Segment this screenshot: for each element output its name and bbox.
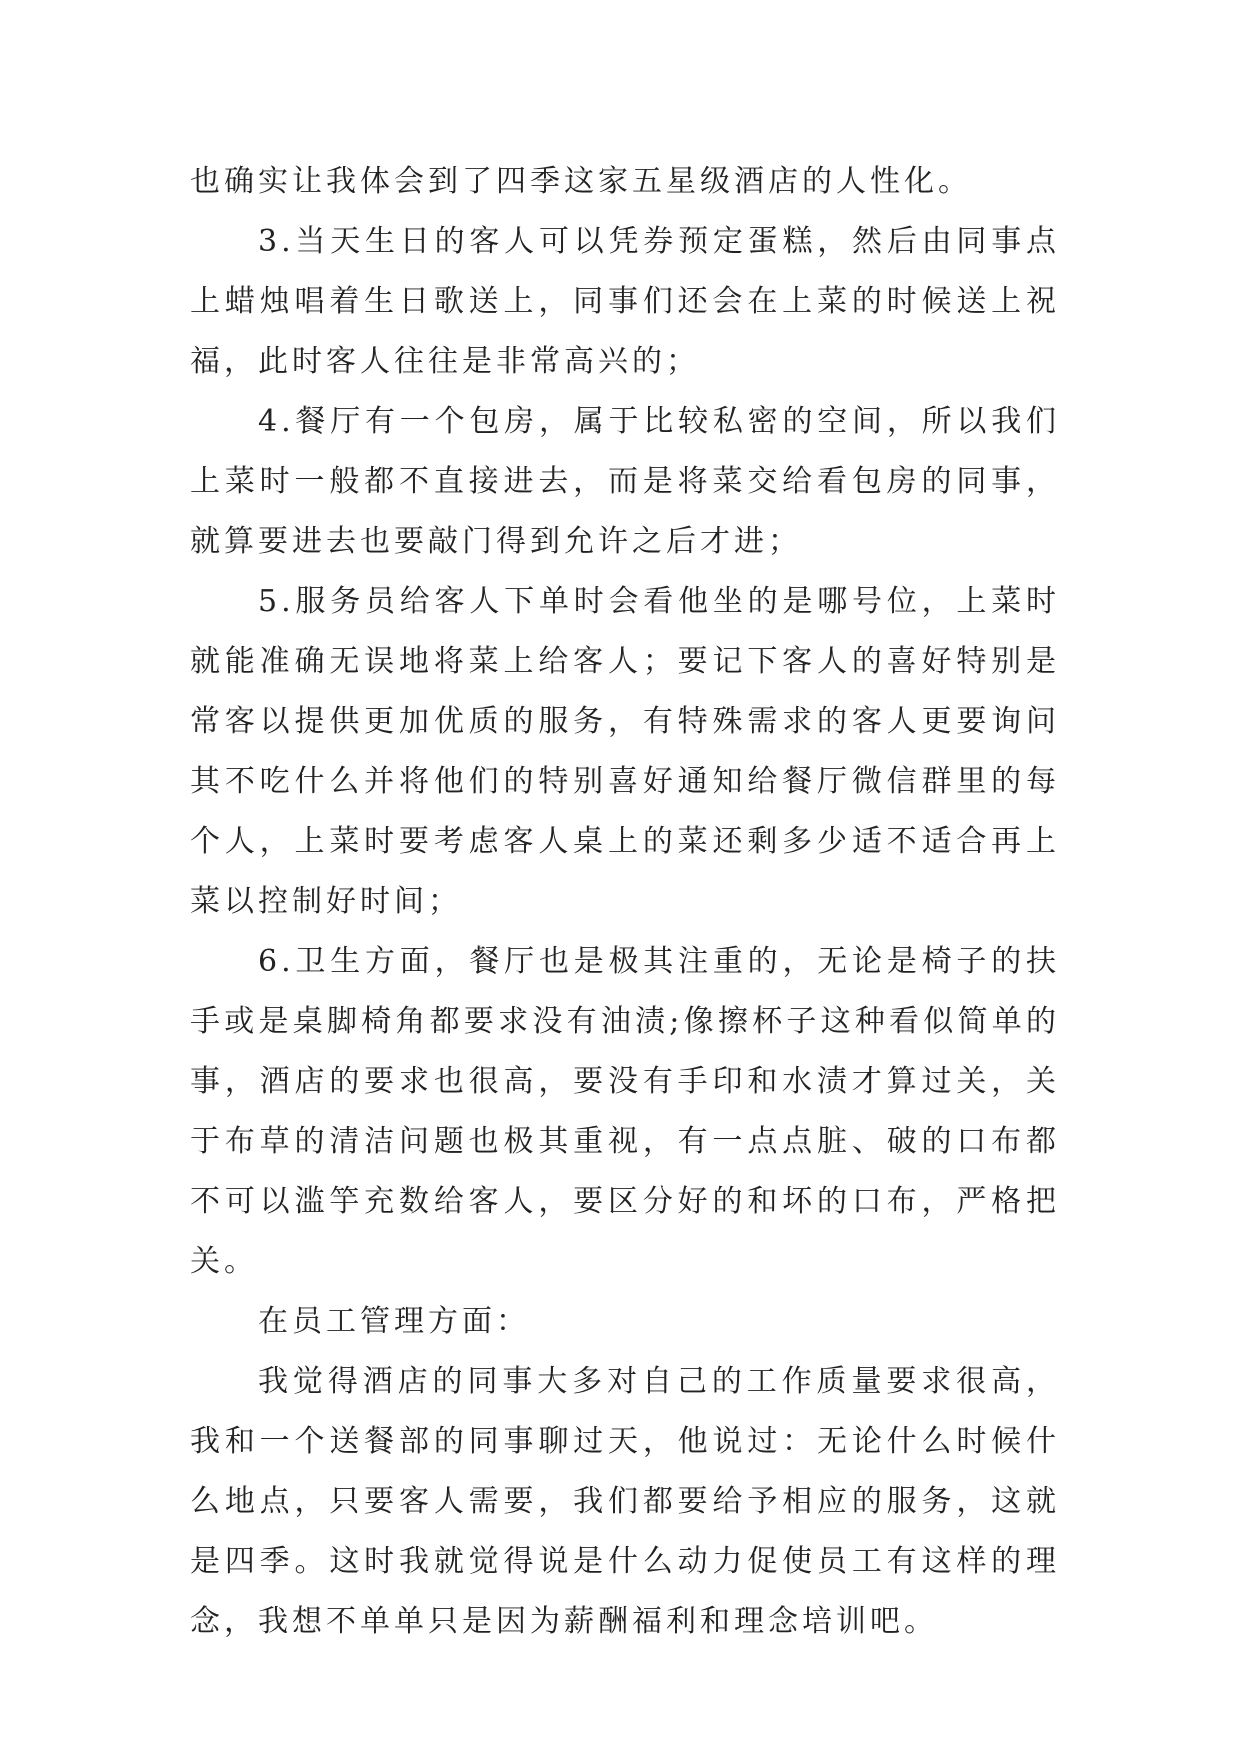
paragraph-5: 6.卫生方面，餐厅也是极其注重的，无论是椅子的扶手或是桌脚椅角都要求没有油渍;像擦杯子这种看似简单的事，酒店的要求也很高，要没有手印和水渍才算过关，关于布草的清洁问题也极其重视，有一点点脏、破的口布都不可以滥竽充数给客人，要区分好的和坏的口布，严格把关。 <box>190 944 1060 1279</box>
paragraph-3: 4.餐厅有一个包房，属于比较私密的空间，所以我们上菜时一般都不直接进去，而是将菜交给看包房的同事，就算要进去也要敲门得到允许之后才进； <box>190 404 1060 559</box>
paragraph-6: 我觉得酒店的同事大多对自己的工作质量要求很高，我和一个送餐部的同事聊过天，他说过：无论什么时候什么地点，只要客人需要，我们都要给予相应的服务，这就是四季。这时我就觉得说是什么动力促使员工有这样的理念，我想不单单只是因为薪酬福利和理念培训吧。 <box>190 1364 1060 1639</box>
document-body <box>190 152 1060 1652</box>
paragraph-1: 也确实让我体会到了四季这家五星级酒店的人性化。 <box>190 164 972 199</box>
section-heading: 在员工管理方面： <box>258 1304 530 1339</box>
paragraph-2: 3.当天生日的客人可以凭券预定蛋糕，然后由同事点上蜡烛唱着生日歌送上，同事们还会在上菜的时候送上祝福，此时客人往往是非常高兴的； <box>190 224 1060 379</box>
paragraph-4: 5.服务员给客人下单时会看他坐的是哪号位，上菜时就能准确无误地将菜上给客人；要记下客人的喜好特别是常客以提供更加优质的服务，有特殊需求的客人更要询问其不吃什么并将他们的特别喜好通知给餐厅微信群里的每个人，上菜时要考虑客人桌上的菜还剩多少适不适合再上菜以控制好时间； <box>190 584 1060 919</box>
